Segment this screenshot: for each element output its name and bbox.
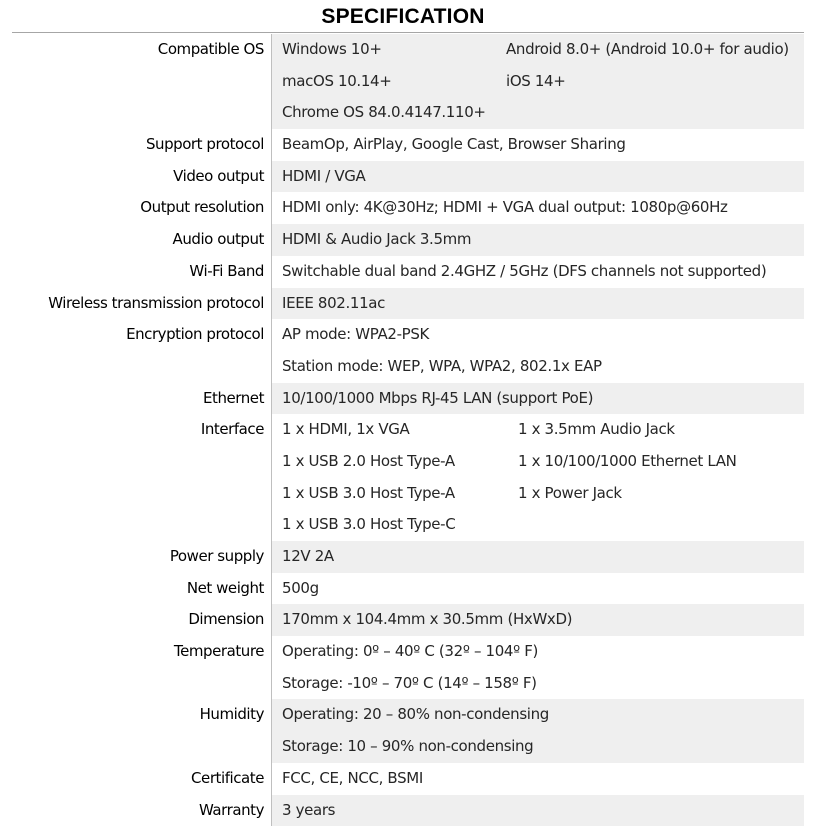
spec-row [0,351,806,383]
spec-label: Certificate [191,768,264,787]
spec-row [0,636,806,668]
spec-row [0,97,806,129]
spec-value: Windows 10+ [282,40,382,58]
spec-value-cell [272,604,804,636]
spec-row [0,668,806,700]
spec-value: Operating: 0º – 40º C (32º – 104º F) [282,642,539,661]
spec-value-cell [272,446,804,478]
spec-table [0,34,806,826]
spec-label: Wi-Fi Band [189,261,264,280]
spec-value-cell [272,256,804,288]
spec-value-cell [272,795,804,827]
spec-label: Video output [173,166,264,185]
page-title: SPECIFICATION [321,5,485,28]
spec-value-cell [272,161,804,193]
spec-row [0,192,806,224]
spec-value-cell [272,763,804,795]
spec-value: AP mode: WPA2-PSK [282,325,430,344]
spec-row [0,129,806,161]
spec-value-secondary: 1 x 3.5mm Audio Jack [518,420,675,439]
spec-value: HDMI & Audio Jack 3.5mm [282,230,472,249]
spec-row [0,319,806,351]
spec-value: 1 x USB 2.0 Host Type-A [282,451,455,470]
spec-label: Encryption protocol [126,325,264,344]
spec-value-cell [272,699,804,731]
spec-value-cell [272,541,804,573]
spec-label: Temperature [173,642,264,661]
spec-row [0,446,806,478]
spec-label: Interface [200,420,264,439]
spec-value-cell [272,224,804,256]
spec-row [0,604,806,636]
spec-label: Net weight [186,578,264,597]
spec-value: 1 x USB 3.0 Host Type-C [282,515,456,534]
spec-row [0,34,806,66]
spec-value: IEEE 802.11ac [282,293,385,312]
spec-label: Warranty [199,800,264,819]
spec-value-cell [272,668,804,700]
spec-row [0,66,806,98]
spec-label: Wireless transmission protocol [48,293,264,312]
spec-value: Chrome OS 84.0.4147.110+ [282,103,486,122]
spec-label: Humidity [199,705,264,724]
spec-value-cell [272,573,804,605]
spec-value: FCC, CE, NCC, BSMI [282,768,423,787]
spec-value-cell [272,34,804,66]
spec-value-cell [272,319,804,351]
spec-value: macOS 10.14+ [282,71,392,90]
spec-value-cell [272,731,804,763]
spec-label: Ethernet [202,388,264,407]
spec-value: 10/100/1000 Mbps RJ-45 LAN (support PoE) [282,388,594,407]
spec-value-cell [272,192,804,224]
spec-row [0,161,806,193]
spec-row [0,573,806,605]
spec-row [0,763,806,795]
spec-label: Support protocol [145,135,264,154]
spec-value-cell [272,97,804,129]
spec-value-cell [272,636,804,668]
spec-value: Storage: -10º – 70º C (14º – 158º F) [282,673,537,692]
spec-value: 170mm x 104.4mm x 30.5mm (HxWxD) [282,610,573,629]
spec-value-secondary: 1 x Power Jack [518,483,622,502]
spec-row [0,699,806,731]
spec-value-cell [272,478,804,510]
spec-value: BeamOp, AirPlay, Google Cast, Browser Sharing [282,135,626,154]
spec-value-cell [272,129,804,161]
spec-value-secondary: 1 x 10/100/1000 Ethernet LAN [518,451,737,470]
spec-label: Audio output [172,230,264,249]
spec-value-cell [272,509,804,541]
spec-value-cell [272,288,804,320]
spec-value: Station mode: WEP, WPA, WPA2, 802.1x EAP [282,356,602,375]
spec-label: Compatible OS [157,40,264,58]
spec-value-secondary: Android 8.0+ (Android 10.0+ for audio) [506,40,789,58]
spec-row [0,478,806,510]
spec-value: Storage: 10 – 90% non-condensing [282,737,534,756]
spec-value: Switchable dual band 2.4GHZ / 5GHz (DFS channels not supported) [282,261,767,280]
spec-row [0,224,806,256]
spec-value-cell [272,66,804,98]
title-divider [12,32,804,33]
spec-label: Power supply [169,547,264,565]
spec-label: Dimension [188,610,264,629]
spec-value-cell [272,351,804,383]
spec-value: HDMI / VGA [282,166,366,185]
spec-value: Operating: 20 – 80% non-condensing [282,705,549,724]
spec-row [0,541,806,573]
spec-value: 500g [282,578,319,597]
spec-value: 12V 2A [282,547,334,565]
spec-value: 3 years [282,800,336,819]
spec-value: 1 x HDMI, 1x VGA [282,420,410,439]
spec-row [0,256,806,288]
spec-row [0,414,806,446]
spec-row [0,288,806,320]
spec-row [0,731,806,763]
spec-label: Output resolution [140,198,264,217]
spec-value: HDMI only: 4K@30Hz; HDMI + VGA dual output: 1080p@60Hz [282,198,728,217]
spec-row [0,795,806,827]
spec-row [0,383,806,415]
spec-value-secondary: iOS 14+ [506,71,566,90]
spec-value-cell [272,414,804,446]
spec-value-cell [272,383,804,415]
spec-value: 1 x USB 3.0 Host Type-A [282,483,455,502]
spec-row [0,509,806,541]
